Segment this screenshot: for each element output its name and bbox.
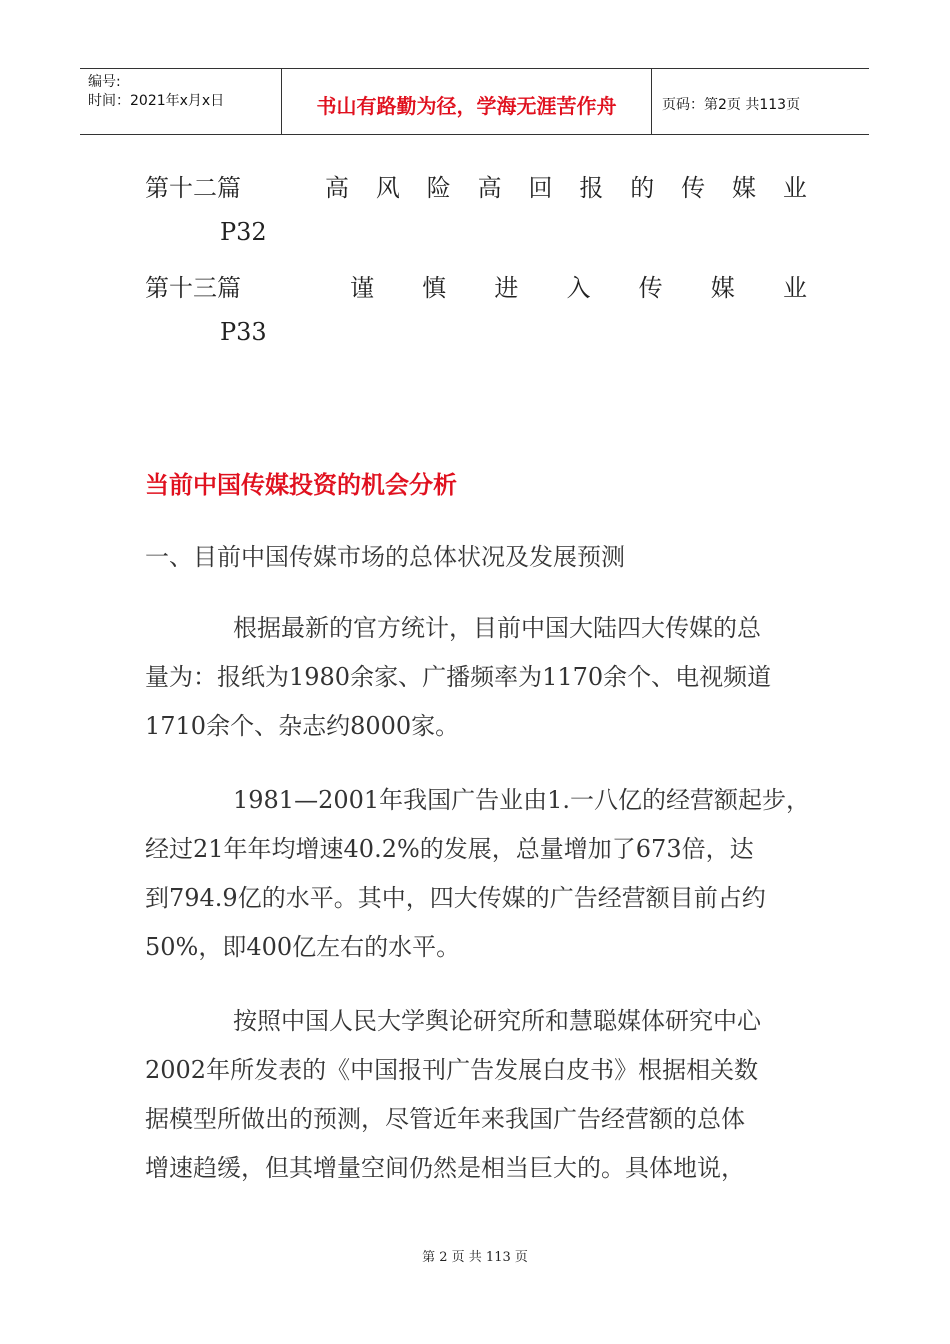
page-header	[80, 68, 869, 135]
toc-title-char: 谨	[350, 274, 374, 302]
header-meta	[80, 69, 282, 134]
toc-title-char: 险	[426, 174, 451, 202]
paragraph-line: 据模型所做出的预测，尽管近年来我国广告经营额的总体	[145, 1105, 745, 1133]
toc-title-char: 进	[494, 274, 519, 302]
document-time-label: 时间：2021年x月x日	[88, 93, 225, 109]
toc-entry-page: P32	[220, 218, 267, 246]
header-motto: 书山有路勤为径，学海无涯苦作舟	[282, 69, 652, 134]
toc-title-char: 的	[630, 174, 655, 202]
paragraph-line: 量为：报纸为1980余家、广播频率为1170余个、电视频道	[145, 663, 772, 691]
paragraph-line: 按照中国人民大学舆论研究所和慧聪媒体研究中心	[233, 1007, 761, 1035]
paragraph-line: 2002年所发表的《中国报刊广告发展白皮书》根据相关数	[145, 1056, 759, 1084]
toc-entry-page: P33	[220, 318, 267, 346]
section-heading: 当前中国传媒投资的机会分析	[145, 470, 457, 499]
paragraph-line: 50%，即400亿左右的水平。	[145, 933, 461, 961]
page-footer: 第 2 页 共 113 页	[422, 1250, 528, 1265]
paragraph-line: 经过21年年均增速40.2%的发展，总量增加了673倍，达	[145, 835, 754, 863]
toc-title-char: 高	[325, 174, 349, 202]
toc-title-char: 慎	[422, 274, 447, 302]
paragraph-3	[145, 997, 825, 1193]
paragraph-2	[145, 776, 825, 972]
paragraph-1	[145, 604, 825, 751]
toc-title-char: 业	[782, 174, 807, 202]
paragraph-line: 根据最新的官方统计，目前中国大陆四大传媒的总	[233, 614, 761, 642]
paragraph-line: 1710余个、杂志约8000家。	[145, 712, 460, 740]
toc-title-char: 传	[681, 174, 706, 202]
toc-title-char: 回	[528, 174, 553, 202]
toc-title-char: 高	[477, 174, 502, 202]
toc-title-char: 媒	[710, 274, 735, 302]
toc-title-char: 业	[782, 274, 807, 302]
toc-title-char: 报	[579, 174, 604, 202]
toc-title-char: 入	[566, 274, 591, 302]
toc-entry-title	[325, 268, 807, 303]
toc-title-char: 风	[375, 174, 400, 202]
paragraph-line: 1981—2001年我国广告业由1.一八亿的经营额起步，	[233, 786, 811, 814]
paragraph-line: 到794.9亿的水平。其中，四大传媒的广告经营额目前占约	[145, 884, 766, 912]
toc-entry-12	[145, 168, 807, 203]
toc-entry-13	[145, 268, 807, 303]
subheading: 一、目前中国传媒市场的总体状况及发展预测	[145, 543, 625, 571]
document-number-label: 编号:	[88, 74, 121, 90]
paragraph-line: 增速趋缓，但其增量空间仍然是相当巨大的。具体地说，	[145, 1154, 745, 1182]
toc-entry-title	[325, 168, 807, 203]
toc-entry-label: 第十三篇	[145, 274, 241, 302]
toc-entry-label: 第十二篇	[145, 174, 241, 202]
toc-title-char: 传	[638, 274, 663, 302]
header-page-info: 页码：第2页 共113页	[662, 96, 801, 113]
toc-title-char: 媒	[732, 174, 756, 202]
